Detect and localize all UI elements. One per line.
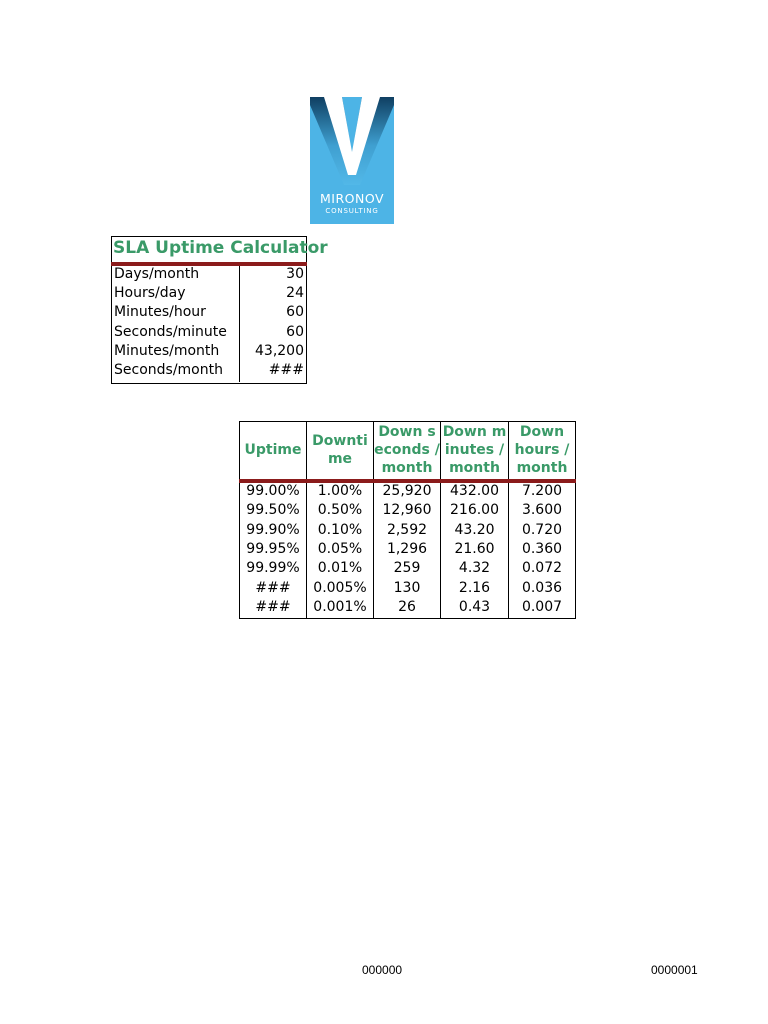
calc-label: Minutes/month — [114, 343, 220, 359]
table-cell: 432.00 — [450, 483, 499, 499]
calc-label: Days/month — [114, 266, 200, 282]
table-cell: 0.10% — [317, 521, 363, 538]
table-cell: 1,296 — [386, 540, 428, 557]
table-cell: 0.036 — [521, 579, 563, 596]
calc-row-minutes-hour — [112, 303, 306, 322]
table-cell: 0.072 — [521, 560, 563, 577]
calculator-title: SLA Uptime Calculator — [113, 238, 328, 258]
table-cell: 25,920 — [382, 483, 432, 499]
table-cell: 3.600 — [521, 502, 563, 519]
calc-value: 60 — [286, 304, 304, 320]
header-label: Down hours / month — [514, 424, 570, 476]
table-cell: 7.200 — [521, 483, 563, 499]
calc-row-seconds-month — [112, 361, 306, 380]
table-cell: 99.95% — [246, 540, 300, 557]
table-cell: ### — [255, 598, 291, 615]
calc-row-minutes-month — [112, 342, 306, 361]
table-cell: 0.05% — [317, 540, 363, 557]
table-cell: 259 — [393, 560, 421, 577]
table-cell: 12,960 — [382, 502, 432, 519]
table-cell: 0.01% — [317, 560, 363, 577]
calc-row-seconds-minute — [112, 323, 306, 342]
header-label: Down minutes /month — [442, 424, 507, 476]
table-cell: 0.005% — [313, 579, 367, 596]
table-cell: ### — [255, 579, 291, 596]
table-cell: 0.43 — [458, 598, 491, 615]
table-cell: 4.32 — [458, 560, 491, 577]
header-down-seconds — [374, 421, 440, 479]
header-down-minutes — [441, 421, 508, 479]
table-cell: 0.360 — [521, 540, 563, 557]
calc-label: Minutes/hour — [114, 304, 206, 320]
table-cell: 216.00 — [450, 502, 499, 519]
table-cell: 0.007 — [521, 598, 563, 615]
calc-value: 24 — [286, 285, 304, 301]
mironov-logo — [310, 97, 394, 224]
logo-subtitle: CONSULTING — [325, 207, 379, 215]
calc-value: 60 — [286, 324, 304, 340]
table-cell: 1.00% — [317, 483, 363, 499]
table-cell: 99.99% — [246, 560, 300, 577]
table-cell: 21.60 — [454, 540, 495, 557]
calc-value: 43,200 — [255, 343, 304, 359]
logo-name: MIRONOV — [319, 191, 385, 206]
calc-row-hours-day — [112, 284, 306, 303]
table-cell: 0.50% — [317, 502, 363, 519]
table-cell: 99.00% — [246, 483, 300, 499]
footer-left-code: 000000 — [362, 963, 403, 977]
table-cell: 43.20 — [454, 521, 495, 538]
calc-value: 30 — [286, 266, 304, 282]
table-cell: 2.16 — [458, 579, 491, 596]
table-cell: 99.90% — [246, 521, 300, 538]
table-cell: 99.50% — [246, 502, 300, 519]
table-cell: 0.720 — [521, 521, 563, 538]
calc-label: Hours/day — [114, 285, 186, 301]
calc-value: ### — [268, 362, 304, 378]
table-cell: 26 — [398, 598, 416, 615]
header-down-hours — [509, 421, 575, 479]
header-label: Uptime — [244, 442, 302, 458]
calc-label: Seconds/month — [114, 362, 223, 378]
header-uptime — [240, 421, 306, 479]
table-cell: 0.001% — [313, 598, 367, 615]
calc-label: Seconds/minute — [114, 324, 227, 340]
header-downtime — [307, 421, 373, 479]
header-label: Down seconds /month — [374, 424, 440, 476]
table-cell: 130 — [393, 579, 421, 596]
header-label: Downtime — [312, 433, 368, 467]
table-cell: 2,592 — [386, 521, 428, 538]
footer-right-code: 0000001 — [651, 963, 698, 977]
calc-row-days-month — [112, 265, 306, 284]
